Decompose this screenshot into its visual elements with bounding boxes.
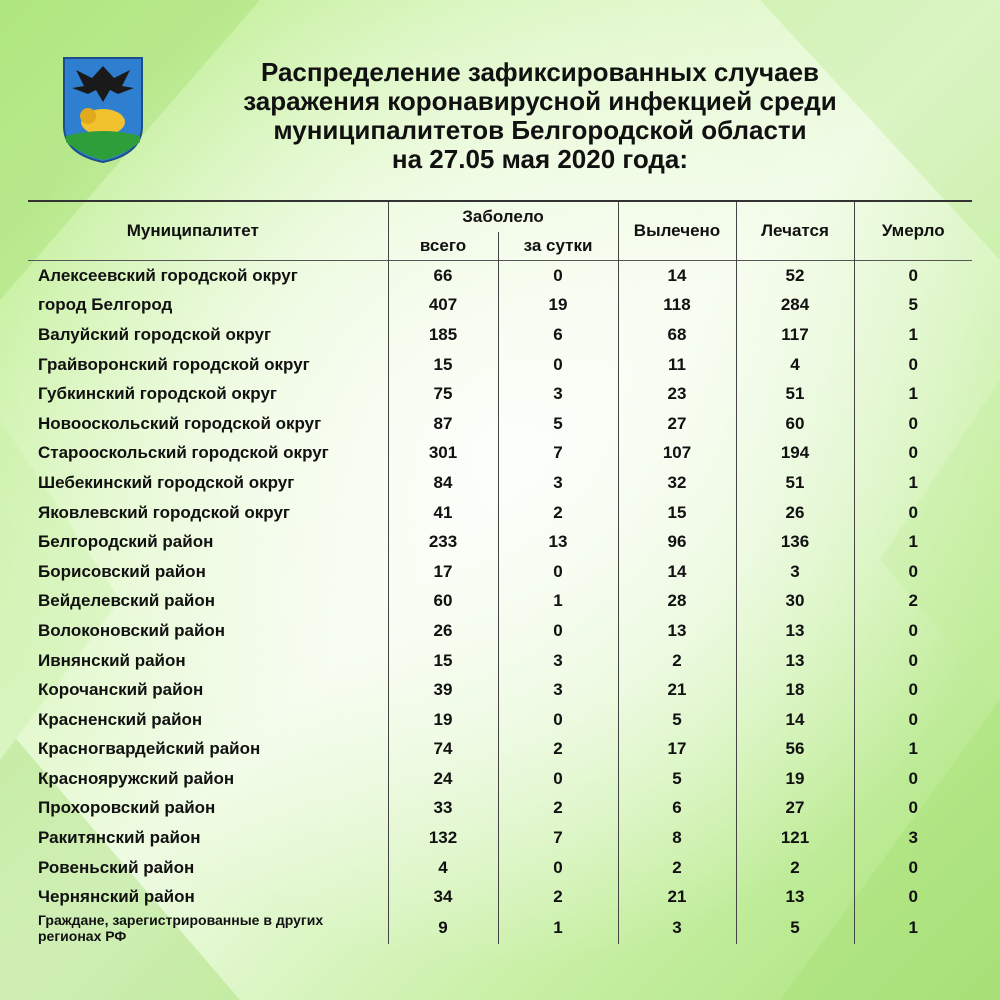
cell-infected-day: 3 [498, 379, 618, 409]
title-line-1: Распределение зафиксированных случаев [260, 57, 820, 87]
header-infected-total: всего [388, 232, 498, 261]
table-row [28, 320, 972, 350]
cell-died: 0 [854, 794, 972, 824]
cell-infected-total: 60 [388, 587, 498, 617]
cell-municipality: Прохоровский район [38, 798, 216, 818]
cell-recovered: 14 [618, 261, 736, 291]
table-row [28, 557, 972, 587]
cell-died: 2 [854, 587, 972, 617]
cell-recovered: 32 [618, 468, 736, 498]
cell-infected-total: 185 [388, 320, 498, 350]
cell-died: 0 [854, 882, 972, 912]
cell-infected-day: 5 [498, 409, 618, 439]
cell-infected-day: 13 [498, 527, 618, 557]
cell-recovered: 21 [618, 882, 736, 912]
cell-died: 0 [854, 498, 972, 528]
cell-infected-total: 34 [388, 882, 498, 912]
cell-treated: 284 [736, 291, 854, 321]
cell-recovered: 17 [618, 735, 736, 765]
cell-municipality: Корочанский район [38, 680, 204, 700]
cell-died: 0 [854, 409, 972, 439]
cell-recovered: 107 [618, 439, 736, 469]
cell-infected-total: 4 [388, 853, 498, 883]
cell-infected-total: 233 [388, 527, 498, 557]
cell-treated: 30 [736, 587, 854, 617]
cell-died: 0 [854, 350, 972, 380]
cell-infected-day: 7 [498, 439, 618, 469]
table-row [28, 794, 972, 824]
cell-treated: 117 [736, 320, 854, 350]
cell-died: 1 [854, 320, 972, 350]
cell-infected-total: 407 [388, 291, 498, 321]
table-row [28, 735, 972, 765]
cell-died: 0 [854, 705, 972, 735]
cell-died: 5 [854, 291, 972, 321]
cell-treated: 14 [736, 705, 854, 735]
table-row [28, 439, 972, 469]
table-row [28, 823, 972, 853]
cell-treated: 4 [736, 350, 854, 380]
table-row [28, 764, 972, 794]
cell-infected-day: 3 [498, 646, 618, 676]
cell-infected-day: 2 [498, 794, 618, 824]
cell-municipality: Старооскольский городской округ [38, 443, 329, 463]
cell-infected-day: 0 [498, 261, 618, 291]
cell-treated: 194 [736, 439, 854, 469]
cell-recovered: 3 [618, 912, 736, 944]
table-row [28, 498, 972, 528]
cell-treated: 26 [736, 498, 854, 528]
header-died: Умерло [854, 201, 972, 261]
cell-died: 1 [854, 912, 972, 944]
cell-recovered: 68 [618, 320, 736, 350]
cell-infected-day: 2 [498, 498, 618, 528]
cell-infected-day: 0 [498, 350, 618, 380]
table-row [28, 675, 972, 705]
cell-municipality: Яковлевский городской округ [38, 502, 290, 522]
cell-treated: 27 [736, 794, 854, 824]
cell-recovered: 5 [618, 764, 736, 794]
table-row [28, 616, 972, 646]
cell-treated: 136 [736, 527, 854, 557]
cell-recovered: 15 [618, 498, 736, 528]
cell-treated: 56 [736, 735, 854, 765]
cell-infected-total: 15 [388, 646, 498, 676]
cell-recovered: 11 [618, 350, 736, 380]
cell-died: 1 [854, 468, 972, 498]
title-line-4: на 27.05 мая 2020 года: [391, 144, 689, 174]
cell-municipality: город Белгород [38, 295, 173, 315]
cell-recovered: 2 [618, 853, 736, 883]
cell-infected-total: 24 [388, 764, 498, 794]
cell-recovered: 6 [618, 794, 736, 824]
header-infected-day: за сутки [498, 232, 618, 261]
cell-infected-total: 87 [388, 409, 498, 439]
cell-died: 0 [854, 616, 972, 646]
cell-treated: 2 [736, 853, 854, 883]
header-treated: Лечатся [736, 201, 854, 261]
cell-municipality: Волоконовский район [38, 620, 226, 640]
cell-infected-day: 3 [498, 468, 618, 498]
cell-recovered: 23 [618, 379, 736, 409]
cell-recovered: 5 [618, 705, 736, 735]
cell-treated: 51 [736, 468, 854, 498]
cell-infected-total: 132 [388, 823, 498, 853]
cell-treated: 51 [736, 379, 854, 409]
cell-died: 0 [854, 557, 972, 587]
cell-infected-day: 0 [498, 557, 618, 587]
table-row [28, 409, 972, 439]
cell-municipality: Ракитянский район [38, 828, 201, 848]
cell-died: 1 [854, 527, 972, 557]
cell-municipality: Ровеньский район [38, 857, 195, 877]
cell-died: 3 [854, 823, 972, 853]
cell-infected-total: 74 [388, 735, 498, 765]
cell-recovered: 118 [618, 291, 736, 321]
cell-infected-day: 0 [498, 705, 618, 735]
table-row [28, 587, 972, 617]
cell-recovered: 8 [618, 823, 736, 853]
cell-infected-total: 41 [388, 498, 498, 528]
cell-infected-total: 19 [388, 705, 498, 735]
cell-treated: 19 [736, 764, 854, 794]
cell-infected-total: 33 [388, 794, 498, 824]
table-row [28, 261, 972, 291]
cell-municipality: Ивнянский район [38, 650, 186, 670]
cell-treated: 121 [736, 823, 854, 853]
cell-municipality: Губкинский городской округ [38, 384, 277, 404]
cell-municipality: Граждане, зарегистрированные в других регионах РФ [38, 912, 324, 945]
cell-municipality: Алексеевский городской округ [28, 261, 388, 291]
cell-infected-day: 0 [498, 616, 618, 646]
covid-table [28, 200, 972, 944]
cell-infected-total: 9 [388, 912, 498, 944]
table-row [28, 468, 972, 498]
cell-died: 0 [854, 646, 972, 676]
title-line-3: муниципалитетов Белгородской области [273, 115, 807, 145]
table-row [28, 527, 972, 557]
cell-infected-day: 0 [498, 764, 618, 794]
cell-died: 0 [854, 675, 972, 705]
table-body [28, 261, 972, 945]
header-infected-group: Заболело [388, 201, 618, 232]
cell-infected-total: 75 [388, 379, 498, 409]
cell-treated: 3 [736, 557, 854, 587]
cell-died: 0 [854, 853, 972, 883]
cell-died: 1 [854, 735, 972, 765]
cell-municipality: Белгородский район [38, 532, 214, 552]
header-municipality: Муниципалитет [126, 221, 259, 240]
coat-of-arms-icon [62, 56, 144, 164]
cell-municipality: Чернянский район [38, 887, 195, 907]
cell-died: 1 [854, 379, 972, 409]
cell-infected-total: 84 [388, 468, 498, 498]
cell-infected-total: 39 [388, 675, 498, 705]
cell-municipality: Валуйский городской округ [38, 324, 272, 344]
table-row [28, 350, 972, 380]
cell-municipality: Новооскольский городской округ [38, 413, 322, 433]
table-row [28, 853, 972, 883]
cell-infected-day: 2 [498, 735, 618, 765]
cell-died: 0 [854, 439, 972, 469]
cell-recovered: 28 [618, 587, 736, 617]
cell-infected-total: 17 [388, 557, 498, 587]
table-row [28, 882, 972, 912]
cell-municipality: Борисовский район [38, 561, 206, 581]
cell-recovered: 13 [618, 616, 736, 646]
title-line-2: заражения коронавирусной инфекцией среди [243, 86, 837, 116]
cell-died: 0 [854, 261, 972, 291]
cell-recovered: 27 [618, 409, 736, 439]
cell-infected-total: 66 [388, 261, 498, 291]
cell-treated: 13 [736, 616, 854, 646]
cell-treated: 60 [736, 409, 854, 439]
cell-treated: 52 [736, 261, 854, 291]
table-row [28, 646, 972, 676]
cell-municipality: Грайворонский городской округ [38, 354, 310, 374]
cell-infected-day: 7 [498, 823, 618, 853]
cell-infected-day: 19 [498, 291, 618, 321]
cell-infected-day: 2 [498, 882, 618, 912]
cell-recovered: 14 [618, 557, 736, 587]
table-row [28, 291, 972, 321]
cell-municipality: Шебекинский городской округ [38, 472, 295, 492]
cell-recovered: 21 [618, 675, 736, 705]
cell-treated: 13 [736, 646, 854, 676]
cell-recovered: 2 [618, 646, 736, 676]
table-row [28, 379, 972, 409]
cell-municipality: Краснояружский район [38, 768, 235, 788]
cell-municipality: Красногвардейский район [38, 739, 261, 759]
cell-municipality: Вейделевский район [38, 591, 216, 611]
cell-infected-day: 0 [498, 853, 618, 883]
page-title [190, 58, 890, 174]
cell-infected-day: 6 [498, 320, 618, 350]
cell-treated: 13 [736, 882, 854, 912]
cell-died: 0 [854, 764, 972, 794]
table-row [28, 912, 972, 944]
cell-infected-day: 3 [498, 675, 618, 705]
cell-infected-total: 26 [388, 616, 498, 646]
cell-infected-day: 1 [498, 912, 618, 944]
cell-infected-total: 301 [388, 439, 498, 469]
cell-infected-day: 1 [498, 587, 618, 617]
cell-recovered: 96 [618, 527, 736, 557]
cell-treated: 5 [736, 912, 854, 944]
header-recovered: Вылечено [618, 201, 736, 261]
table-row [28, 705, 972, 735]
cell-municipality: Красненский район [38, 709, 203, 729]
cell-infected-total: 15 [388, 350, 498, 380]
cell-treated: 18 [736, 675, 854, 705]
